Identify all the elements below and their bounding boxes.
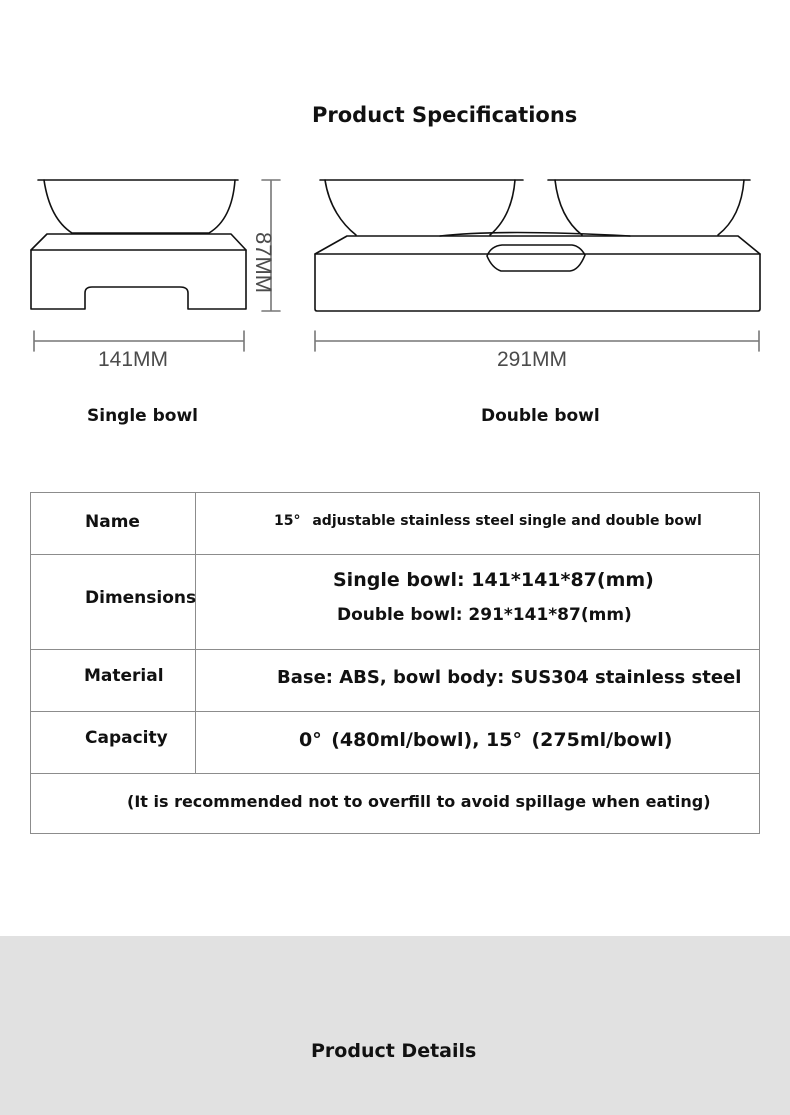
- dimensions-value-cell: [196, 555, 759, 649]
- table-row: [31, 493, 759, 555]
- usage-note: (It is recommended not to overfill to avoid spillage when eating): [127, 792, 711, 811]
- single-base-outline: [31, 250, 246, 309]
- double-base-outline: [315, 254, 760, 311]
- double-bowl-drawing: [315, 180, 760, 311]
- single-bowl-caption: Single bowl: [87, 406, 198, 426]
- product-details-band: [0, 936, 790, 1115]
- single-bowl-drawing: [31, 180, 246, 309]
- height-dimension: 87MM: [251, 232, 276, 294]
- material-label: Material: [84, 666, 164, 686]
- page-title: Product Specifications: [312, 103, 578, 127]
- name-value-cell: [196, 493, 759, 554]
- dimensions-label: Dimensions: [85, 588, 197, 608]
- material-value-cell: [196, 650, 759, 711]
- double-bowl-dimensions: Double bowl: 291*141*87(mm): [337, 605, 632, 625]
- product-details-title: Product Details: [311, 1040, 477, 1062]
- dimensions-label-cell: [31, 555, 196, 649]
- material-label-cell: [31, 650, 196, 711]
- capacity-label-cell: [31, 712, 196, 773]
- single-width-dimension: 141MM: [98, 348, 169, 371]
- single-bowl-body: [44, 180, 235, 233]
- material-value: Base: ABS, bowl body: SUS304 stainless steel: [277, 667, 742, 688]
- capacity-value: 0° (480ml/bowl), 15° (275ml/bowl): [299, 729, 673, 751]
- table-row: [31, 555, 759, 650]
- table-row: [31, 650, 759, 712]
- capacity-label: Capacity: [85, 728, 168, 748]
- double-bowl-body-right-right-side: [718, 180, 744, 235]
- name-value: 15° adjustable stainless steel single and double bowl: [274, 513, 702, 529]
- double-base-handle: [487, 245, 585, 271]
- name-label: Name: [85, 512, 140, 532]
- double-bowl-body-left: [325, 180, 356, 235]
- specifications-table: [30, 492, 760, 834]
- double-width-dimension: 291MM: [497, 348, 568, 371]
- single-bowl-dimensions: Single bowl: 141*141*87(mm): [333, 569, 654, 591]
- single-base-top: [31, 234, 246, 250]
- table-row: [31, 774, 759, 835]
- capacity-value-cell: [196, 712, 759, 773]
- double-bowl-body-left-right-side: [490, 180, 515, 235]
- name-label-cell: [31, 493, 196, 554]
- table-row: [31, 712, 759, 774]
- double-bowl-body-right: [555, 180, 582, 235]
- double-bowl-caption: Double bowl: [481, 406, 600, 426]
